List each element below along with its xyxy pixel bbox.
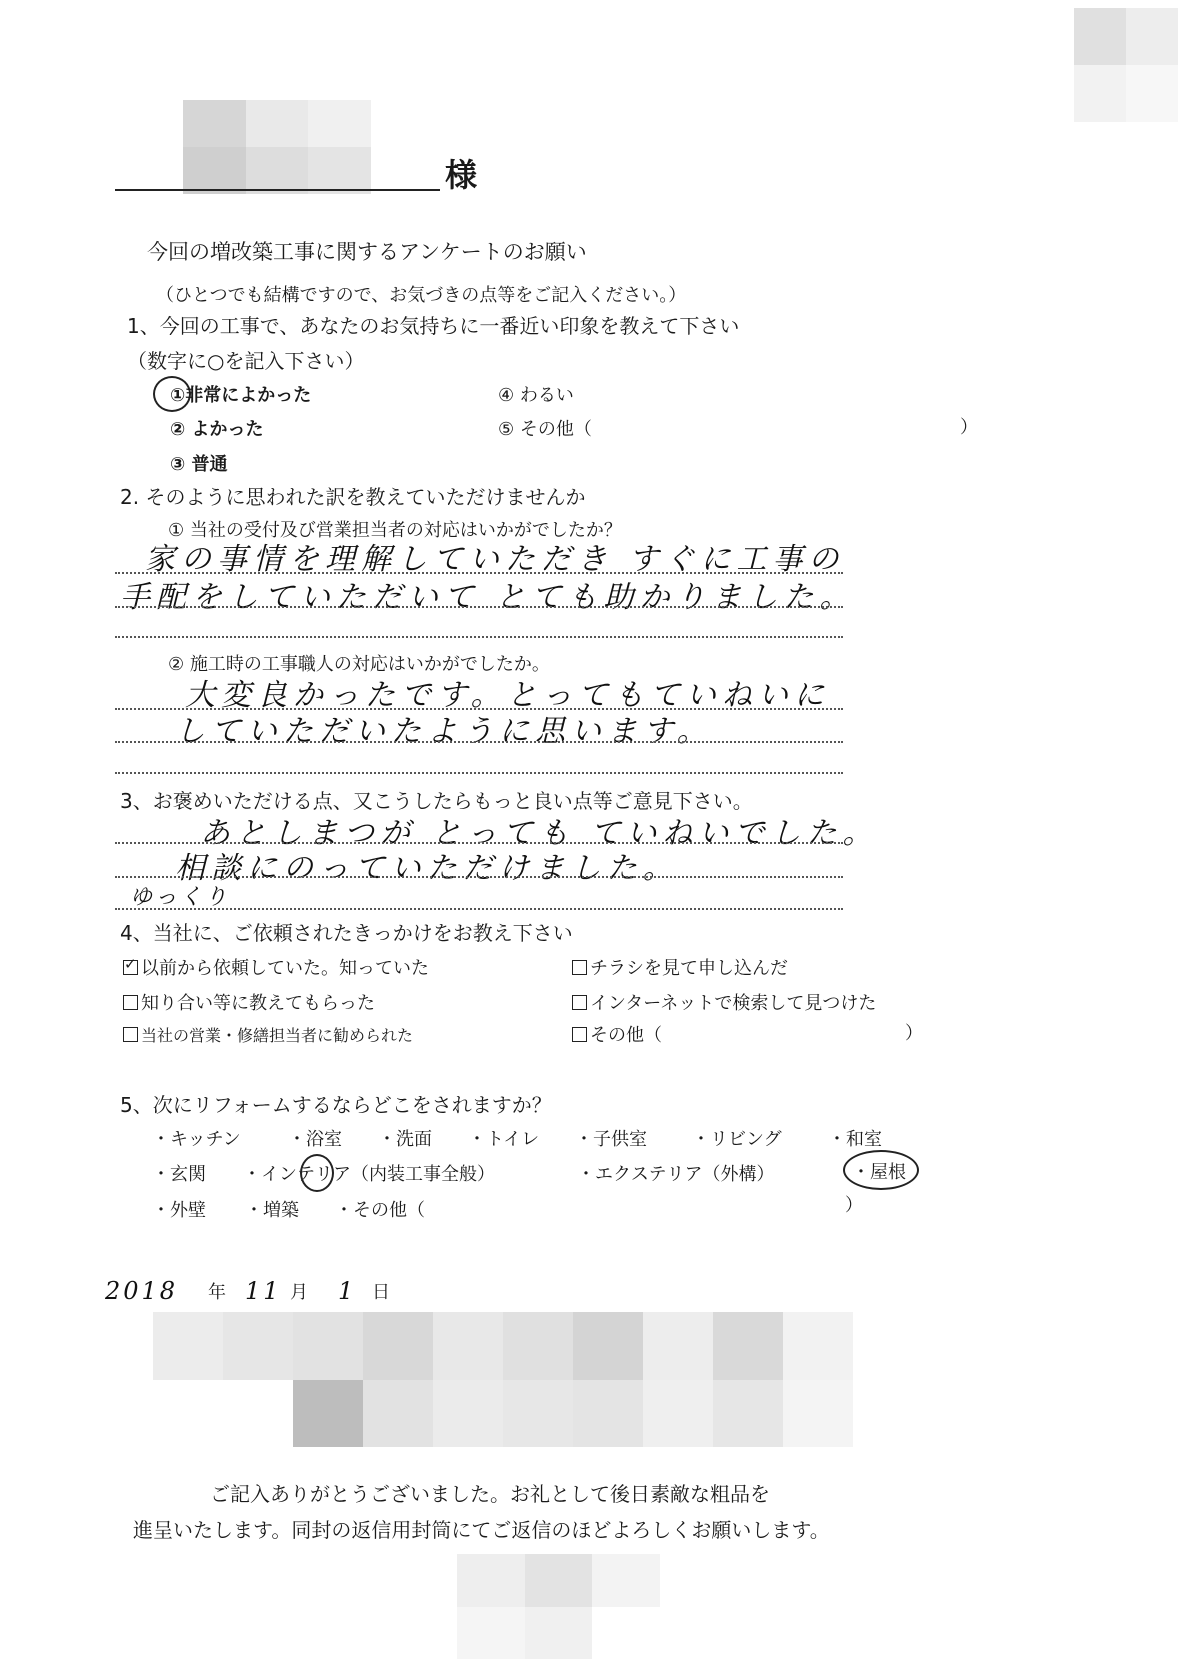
q5-item-washroom: ・洗面 [378, 1129, 432, 1150]
q5-item-exterior: ・エクステリア（外構） [577, 1164, 775, 1185]
q4-option-4 [572, 989, 876, 1015]
q1-close-paren: ） [960, 417, 978, 438]
q5-item-japanese-room: ・和室 [828, 1129, 882, 1150]
q1-option-2: ② よかった [170, 419, 264, 440]
redacted-address-block [153, 1312, 853, 1447]
q5-item-kids-room: ・子供室 [575, 1129, 647, 1150]
checkbox-icon [123, 995, 138, 1010]
footer-line1: ご記入ありがとうございました。お礼として後日素敵な粗品を [210, 1482, 770, 1506]
checkbox-icon [572, 1027, 587, 1042]
date-day-value: 1 [338, 1277, 357, 1305]
q5-item-extension: ・増築 [245, 1200, 299, 1221]
q2-answer1-line2: 手配をしていただいて とても助かりました。 [120, 580, 856, 615]
date-month-label: 月 [290, 1282, 308, 1303]
q5-circle-te [300, 1154, 334, 1192]
q1-question: 1、今回の工事で、あなたのお気持ちに一番近い印象を教えて下さい [127, 314, 740, 338]
q2-answer1-line1: 家の事情を理解していただき すぐに工事の [145, 542, 845, 577]
q4-close-paren: ） [905, 1023, 923, 1044]
q3-answer-insert: ゆっくり [130, 885, 230, 910]
q4-option-1-label: 以前から依頼していた。知っていた [141, 958, 429, 979]
q5-item-living: ・リビング [692, 1129, 782, 1150]
q4-option-1 [123, 954, 429, 980]
q1-option-3: ③ 普通 [170, 454, 228, 475]
q5-item-interior: ・インテリア（内装工事全般） [243, 1164, 495, 1185]
q1-option-4: ④ わるい [498, 385, 574, 406]
q2-sub2: ② 施工時の工事職人の対応はいかがでしたか。 [168, 654, 550, 675]
q1-option-1: ①非常によかった [170, 385, 312, 406]
answer-line [115, 606, 843, 608]
q4-option-6-label: その他（ [590, 1025, 662, 1046]
q5-item-outer-wall: ・外壁 [152, 1200, 206, 1221]
answer-line [115, 876, 843, 878]
q4-option-5 [123, 1023, 413, 1046]
checkbox-icon [123, 1027, 138, 1042]
q3-answer-line2: 相談にのっていただけました。 [175, 851, 679, 886]
redacted-stamp-block [457, 1554, 660, 1659]
answer-line [115, 741, 843, 743]
q5-item-entrance: ・玄関 [152, 1164, 206, 1185]
q4-option-2 [572, 954, 788, 980]
q1-instruction: （数字に○を記入下さい） [127, 349, 365, 373]
survey-title: 今回の増改築工事に関するアンケートのお願い [147, 240, 587, 264]
survey-subtitle: （ひとつでも結構ですので、お気づきの点等をご記入ください。） [156, 285, 687, 306]
redacted-customer-name [183, 100, 371, 194]
q5-item-other: ・その他（ [335, 1200, 425, 1221]
date-year-value: 2018 [105, 1277, 179, 1305]
q5-item-bath: ・浴室 [288, 1129, 342, 1150]
q1-option-5: ⑤ その他（ [498, 419, 592, 440]
answer-line [115, 636, 843, 638]
q5-question: 5、次にリフォームするならどこをされますか？ [120, 1093, 552, 1117]
date-day-label: 日 [372, 1282, 390, 1303]
q3-question: 3、お褒めいただける点、又こうしたらもっと良い点等ご意見下さい。 [120, 789, 753, 813]
q4-option-5-label: 当社の営業・修繕担当者に勧められた [141, 1026, 414, 1045]
date-year-label: 年 [208, 1282, 226, 1303]
q4-option-2-label: チラシを見て申し込んだ [590, 958, 788, 979]
footer-line2: 進呈いたします。同封の返信用封筒にてご返信のほどよろしくお願いします。 [133, 1518, 830, 1542]
q3-answer-line1: あとしまつが とっても ていねいでした。 [200, 816, 879, 851]
checkbox-icon [572, 995, 587, 1010]
q4-option-3-label: 知り合い等に教えてもらった [141, 993, 375, 1014]
q5-item-roof: ・屋根 [852, 1162, 906, 1183]
name-underline [115, 189, 440, 191]
q4-option-3 [123, 989, 375, 1015]
q4-option-4-label: インターネットで検索して見つけた [590, 993, 877, 1014]
q2-question: 2. そのように思われた訳を教えていただけませんか [120, 485, 586, 509]
honorific-sama: 様 [445, 156, 478, 194]
q5-close-paren: ） [845, 1195, 863, 1216]
q2-sub1: ① 当社の受付及び営業担当者の対応はいかがでしたか？ [168, 520, 622, 541]
answer-line [115, 772, 843, 774]
redacted-block-top-right [1074, 8, 1178, 122]
q2-answer2-line1: 大変良かったです。とってもていねいに [185, 678, 830, 713]
checkbox-icon [572, 960, 587, 975]
checkbox-checked-icon [123, 960, 138, 975]
q2-answer2-line2: していただいたように思います。 [175, 714, 713, 749]
q4-option-6 [572, 1021, 662, 1047]
q5-item-toilet: ・トイレ [468, 1129, 540, 1150]
answer-line [115, 908, 843, 910]
date-month-value: 11 [245, 1277, 282, 1305]
q4-question: 4、当社に、ご依頼されたきっかけをお教え下さい [120, 921, 573, 945]
q5-item-kitchen: ・キッチン [152, 1129, 241, 1150]
